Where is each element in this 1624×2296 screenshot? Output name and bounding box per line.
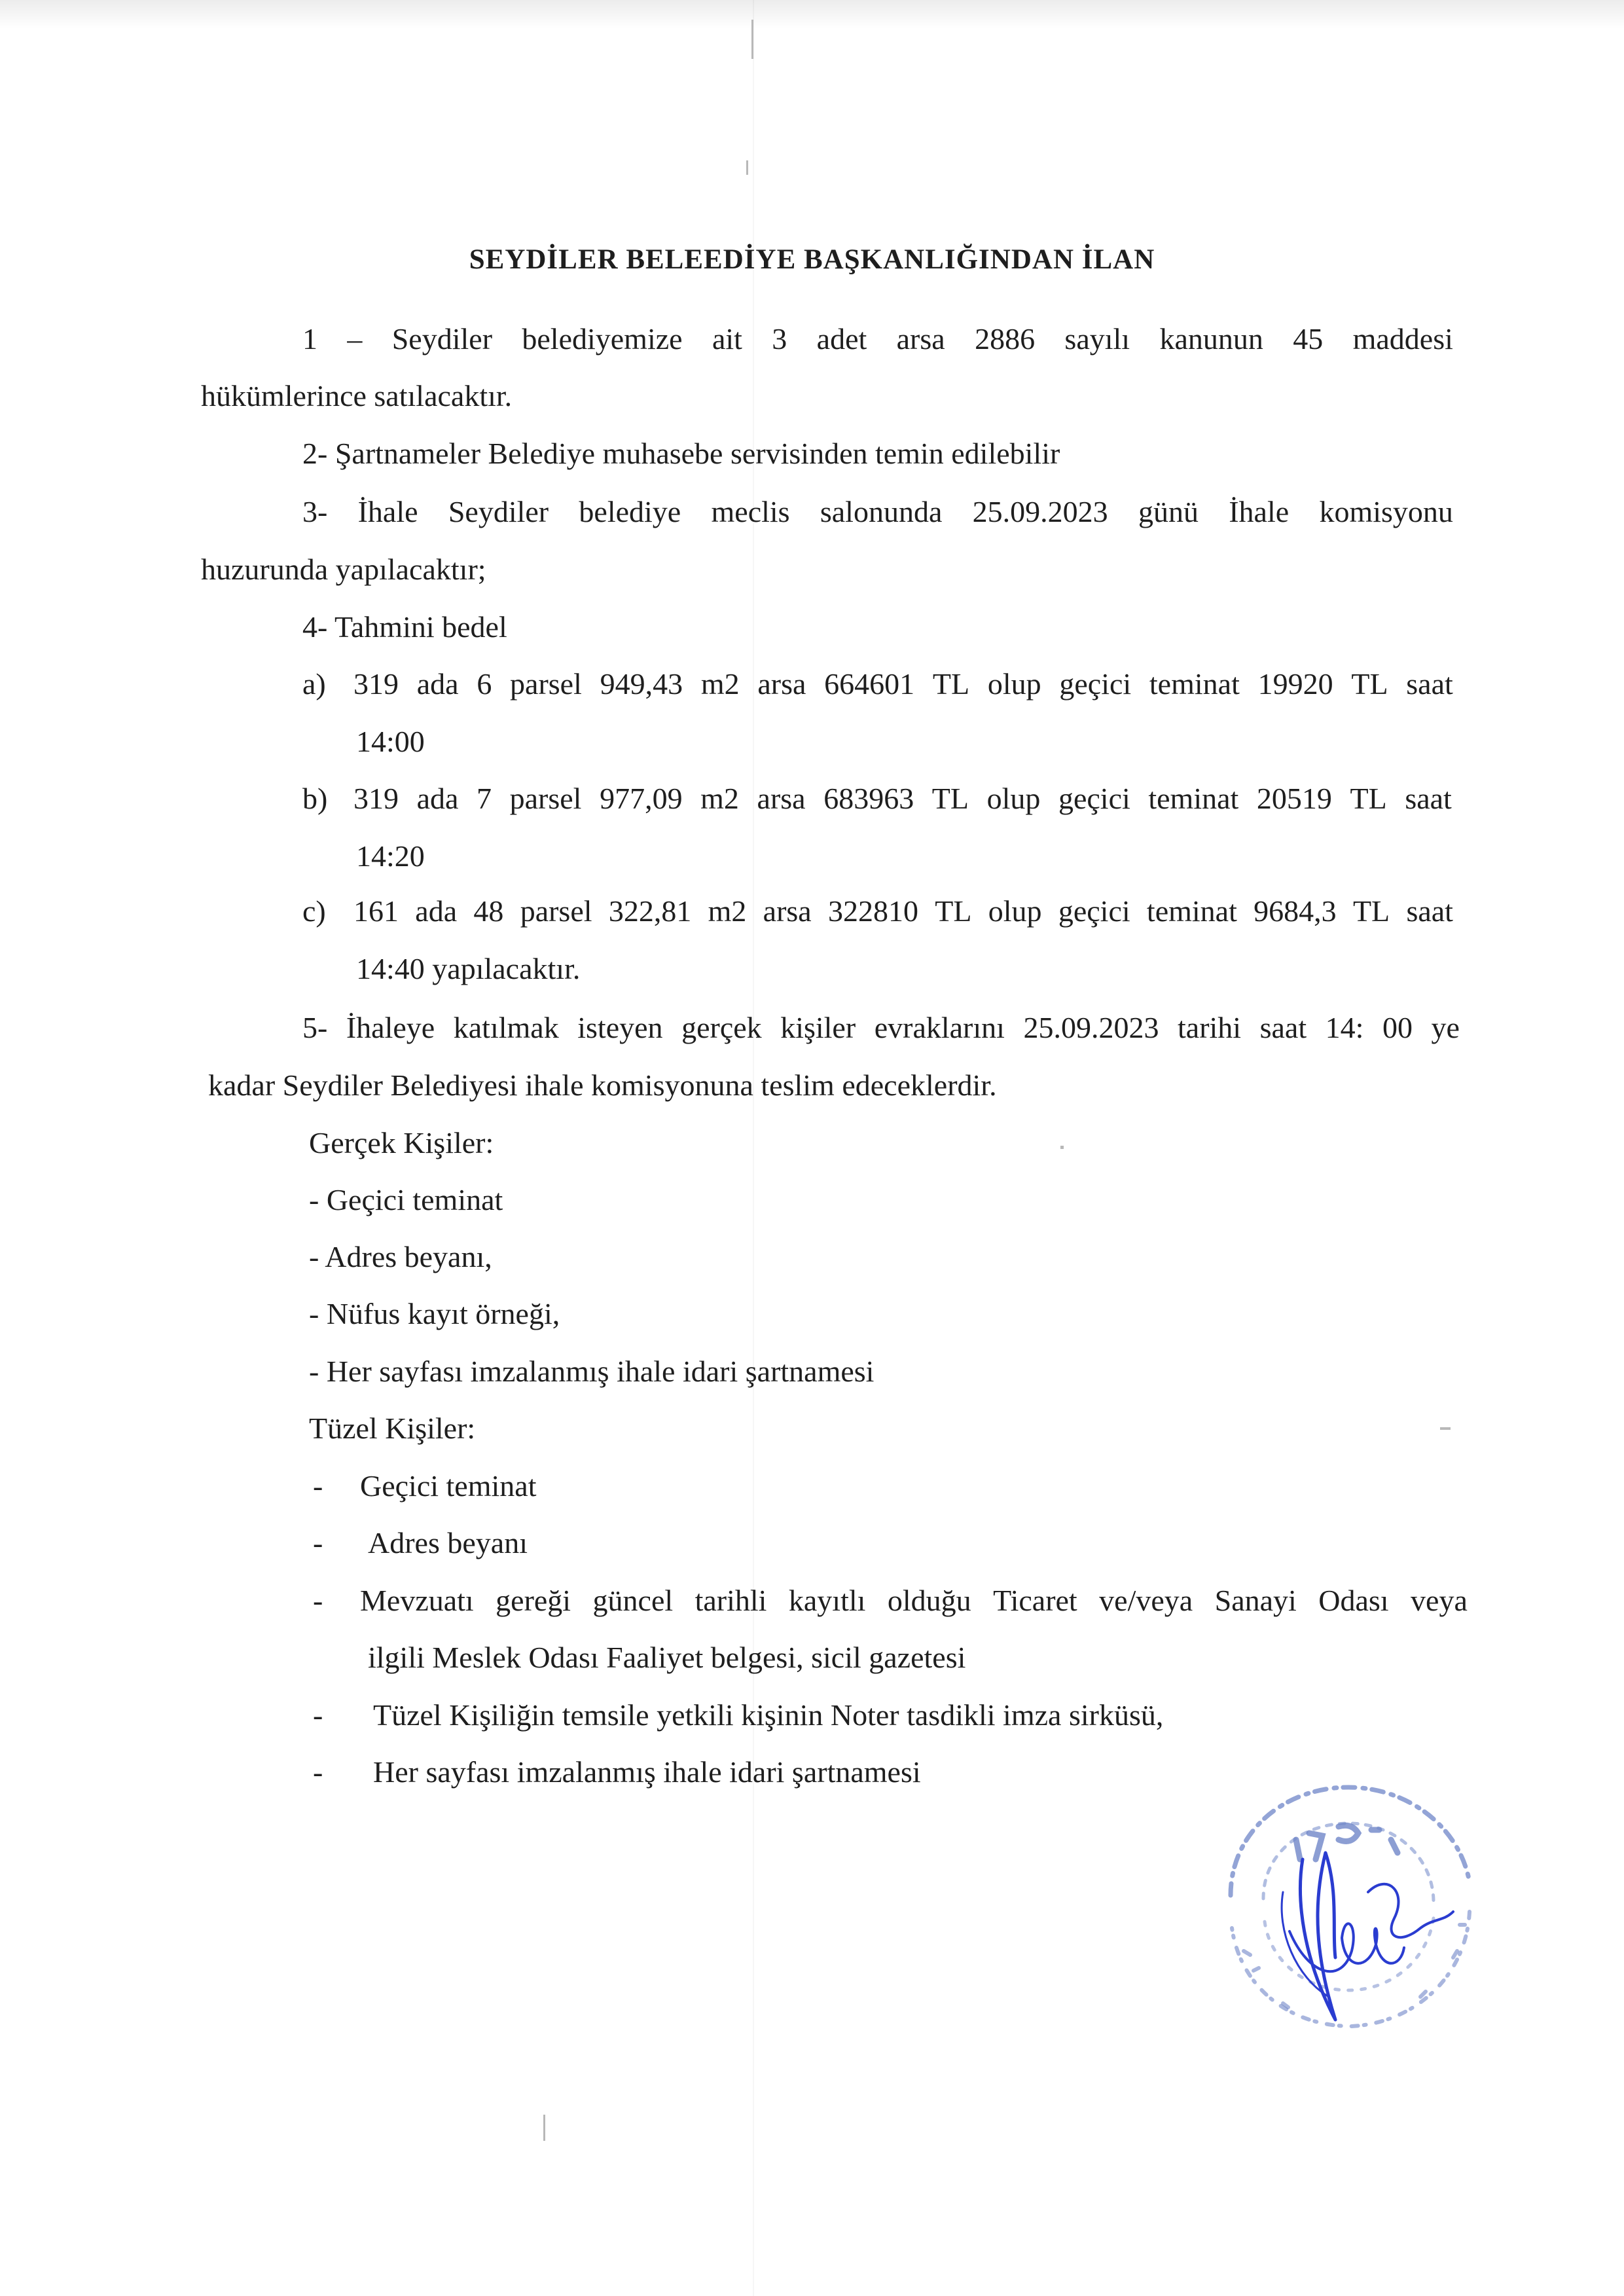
word: 6 xyxy=(477,667,492,701)
word: ait xyxy=(712,322,742,355)
word: meclis xyxy=(711,495,790,528)
word: m2 xyxy=(708,894,747,928)
word: geçici xyxy=(1058,782,1130,815)
word: olup xyxy=(986,782,1041,815)
real-persons-item: - Her sayfası imzalanmış ihale idari şartnamesi xyxy=(309,1355,875,1388)
legal-entities-item: Adres beyanı xyxy=(368,1526,528,1559)
word: saat xyxy=(1405,782,1452,815)
word: parsel xyxy=(510,667,582,701)
legal-item-dash: - xyxy=(313,1755,323,1789)
scan-speck xyxy=(1440,1427,1451,1430)
word: İhaleye xyxy=(346,1011,435,1044)
word: 319 xyxy=(353,667,399,701)
word: 25.09.2023 xyxy=(972,495,1108,528)
word: 00 xyxy=(1382,1011,1413,1044)
word: TL xyxy=(932,667,970,701)
word: salonunda xyxy=(820,495,943,528)
word: ve/veya xyxy=(1099,1584,1193,1617)
word: olduğu xyxy=(887,1584,971,1617)
lot-label-b: b) xyxy=(302,782,328,815)
scan-speck xyxy=(746,160,748,175)
word: ada xyxy=(416,782,459,815)
word: komisyonu xyxy=(1319,495,1453,528)
word: parsel xyxy=(509,782,582,815)
scan-speck xyxy=(543,2115,545,2141)
legal-item-dash: - xyxy=(313,1526,323,1559)
lot-b-time: 14:20 xyxy=(356,839,425,873)
word: 1 xyxy=(302,322,317,355)
scan-speck xyxy=(1060,1146,1064,1149)
word: 45 xyxy=(1293,322,1324,355)
word: ada xyxy=(416,667,459,701)
word: kanunun xyxy=(1159,322,1263,355)
word: 319 xyxy=(353,782,399,815)
word: geçici xyxy=(1058,894,1130,928)
word: teminat xyxy=(1149,667,1240,701)
legal-entities-item: Her sayfası imzalanmış ihale idari şartnamesi xyxy=(373,1755,921,1789)
word: arsa xyxy=(763,894,812,928)
word: Mevzuatı xyxy=(360,1584,474,1617)
word: 3- xyxy=(302,495,328,528)
word: 5- xyxy=(302,1011,328,1044)
word: kişiler xyxy=(780,1011,856,1044)
handwritten-signature xyxy=(1282,1853,1453,2020)
lot-c-line-1 xyxy=(353,892,1453,931)
word: 664601 xyxy=(824,667,915,701)
word: teminat xyxy=(1146,894,1237,928)
legal-entities-heading: Tüzel Kişiler: xyxy=(309,1412,476,1445)
word: arsa xyxy=(757,667,806,701)
lot-b-line-1 xyxy=(353,779,1452,818)
word: ada xyxy=(415,894,458,928)
word: TL xyxy=(935,894,972,928)
word: adet xyxy=(816,322,867,355)
word: olup xyxy=(988,894,1042,928)
word: belediyemize xyxy=(522,322,683,355)
word: arsa xyxy=(896,322,945,355)
word: m2 xyxy=(700,782,739,815)
word: 14: xyxy=(1325,1011,1364,1044)
estimated-price-heading: 4- Tahmini bedel xyxy=(302,610,507,644)
word: Odası xyxy=(1318,1584,1389,1617)
word: 25.09.2023 xyxy=(1023,1011,1159,1044)
word: 20519 xyxy=(1256,782,1332,815)
word: teminat xyxy=(1148,782,1239,815)
legal-entities-item: Geçici teminat xyxy=(360,1469,537,1503)
paragraph-3-line-2: huzurunda yapılacaktır; xyxy=(201,553,486,586)
word: ye xyxy=(1431,1011,1460,1044)
legal-item-dash: - xyxy=(313,1584,323,1617)
word: parsel xyxy=(520,894,592,928)
paragraph-3-line-1 xyxy=(302,492,1453,532)
word: saat xyxy=(1406,667,1453,701)
word: olup xyxy=(987,667,1041,701)
paragraph-5-line-2: kadar Seydiler Belediyesi ihale komisyonuna teslim edeceklerdir. xyxy=(208,1068,997,1102)
word: 683963 xyxy=(823,782,914,815)
paragraph-5-line-1 xyxy=(302,1008,1460,1048)
word: 161 xyxy=(353,894,399,928)
stamp-seal xyxy=(1231,1787,1470,2026)
word: kayıtlı xyxy=(788,1584,866,1617)
word: Sanayi xyxy=(1214,1584,1297,1617)
word: 949,43 xyxy=(600,667,683,701)
paragraph-1-line-1 xyxy=(302,319,1453,359)
real-persons-item: - Geçici teminat xyxy=(309,1183,503,1216)
word: katılmak xyxy=(453,1011,559,1044)
real-persons-item: - Adres beyanı, xyxy=(309,1240,492,1273)
word: isteyen xyxy=(577,1011,663,1044)
paragraph-2: 2- Şartnameler Belediye muhasebe servisinden temin edilebilir xyxy=(302,437,1060,470)
word: arsa xyxy=(757,782,806,815)
lot-label-c: c) xyxy=(302,894,326,928)
word: İhale xyxy=(357,495,418,528)
lot-c-time: 14:40 yapılacaktır. xyxy=(356,952,581,985)
page-title: SEYDİLER BELEEDİYE BAŞKANLIĞINDAN İLAN xyxy=(469,244,1155,275)
word: Ticaret xyxy=(993,1584,1077,1617)
word: gereği xyxy=(496,1584,571,1617)
word: 3 xyxy=(772,322,787,355)
word: 977,09 xyxy=(600,782,683,815)
scan-speck xyxy=(751,20,753,59)
legal-item-dash: - xyxy=(313,1698,323,1732)
legal-entities-item: Tüzel Kişiliğin temsile yetkili kişinin Noter tasdikli imza sirküsü, xyxy=(373,1698,1164,1732)
word: TL xyxy=(1351,667,1388,701)
lot-a-line-1 xyxy=(353,665,1453,704)
legal-item-dash: - xyxy=(313,1469,323,1503)
word: TL xyxy=(1350,782,1387,815)
word: evraklarını xyxy=(874,1011,1005,1044)
word: Seydiler xyxy=(448,495,549,528)
word: Seydiler xyxy=(391,322,493,355)
official-stamp-and-signature xyxy=(1204,1761,1492,2049)
word: 19920 xyxy=(1257,667,1333,701)
word: gerçek xyxy=(681,1011,762,1044)
legal-entities-item xyxy=(360,1581,1468,1620)
word: sayılı xyxy=(1064,322,1130,355)
paragraph-1-line-2: hükümlerince satılacaktır. xyxy=(201,379,513,412)
word: 322,81 xyxy=(608,894,692,928)
word: TL xyxy=(931,782,969,815)
word: maddesi xyxy=(1352,322,1453,355)
real-persons-heading: Gerçek Kişiler: xyxy=(309,1126,494,1159)
word: veya xyxy=(1411,1584,1468,1617)
word: saat xyxy=(1259,1011,1307,1044)
word: tarihi xyxy=(1178,1011,1242,1044)
word: 9684,3 xyxy=(1254,894,1337,928)
word: geçici xyxy=(1059,667,1132,701)
word: 48 xyxy=(473,894,504,928)
word: İhale xyxy=(1229,495,1290,528)
legal-entities-item-continued: ilgili Meslek Odası Faaliyet belgesi, sicil gazetesi xyxy=(368,1641,966,1674)
real-persons-item: - Nüfus kayıt örneği, xyxy=(309,1297,560,1330)
word: güncel xyxy=(592,1584,674,1617)
word: 2886 xyxy=(975,322,1036,355)
word: saat xyxy=(1406,894,1453,928)
word: – xyxy=(347,322,363,355)
word: m2 xyxy=(700,667,740,701)
word: tarihli xyxy=(695,1584,767,1617)
word: TL xyxy=(1352,894,1390,928)
lot-a-time: 14:00 xyxy=(356,725,425,758)
word: 322810 xyxy=(828,894,918,928)
word: belediye xyxy=(579,495,681,528)
scan-edge xyxy=(0,0,1624,29)
word: günü xyxy=(1138,495,1199,528)
lot-label-a: a) xyxy=(302,667,326,701)
word: 7 xyxy=(477,782,492,815)
